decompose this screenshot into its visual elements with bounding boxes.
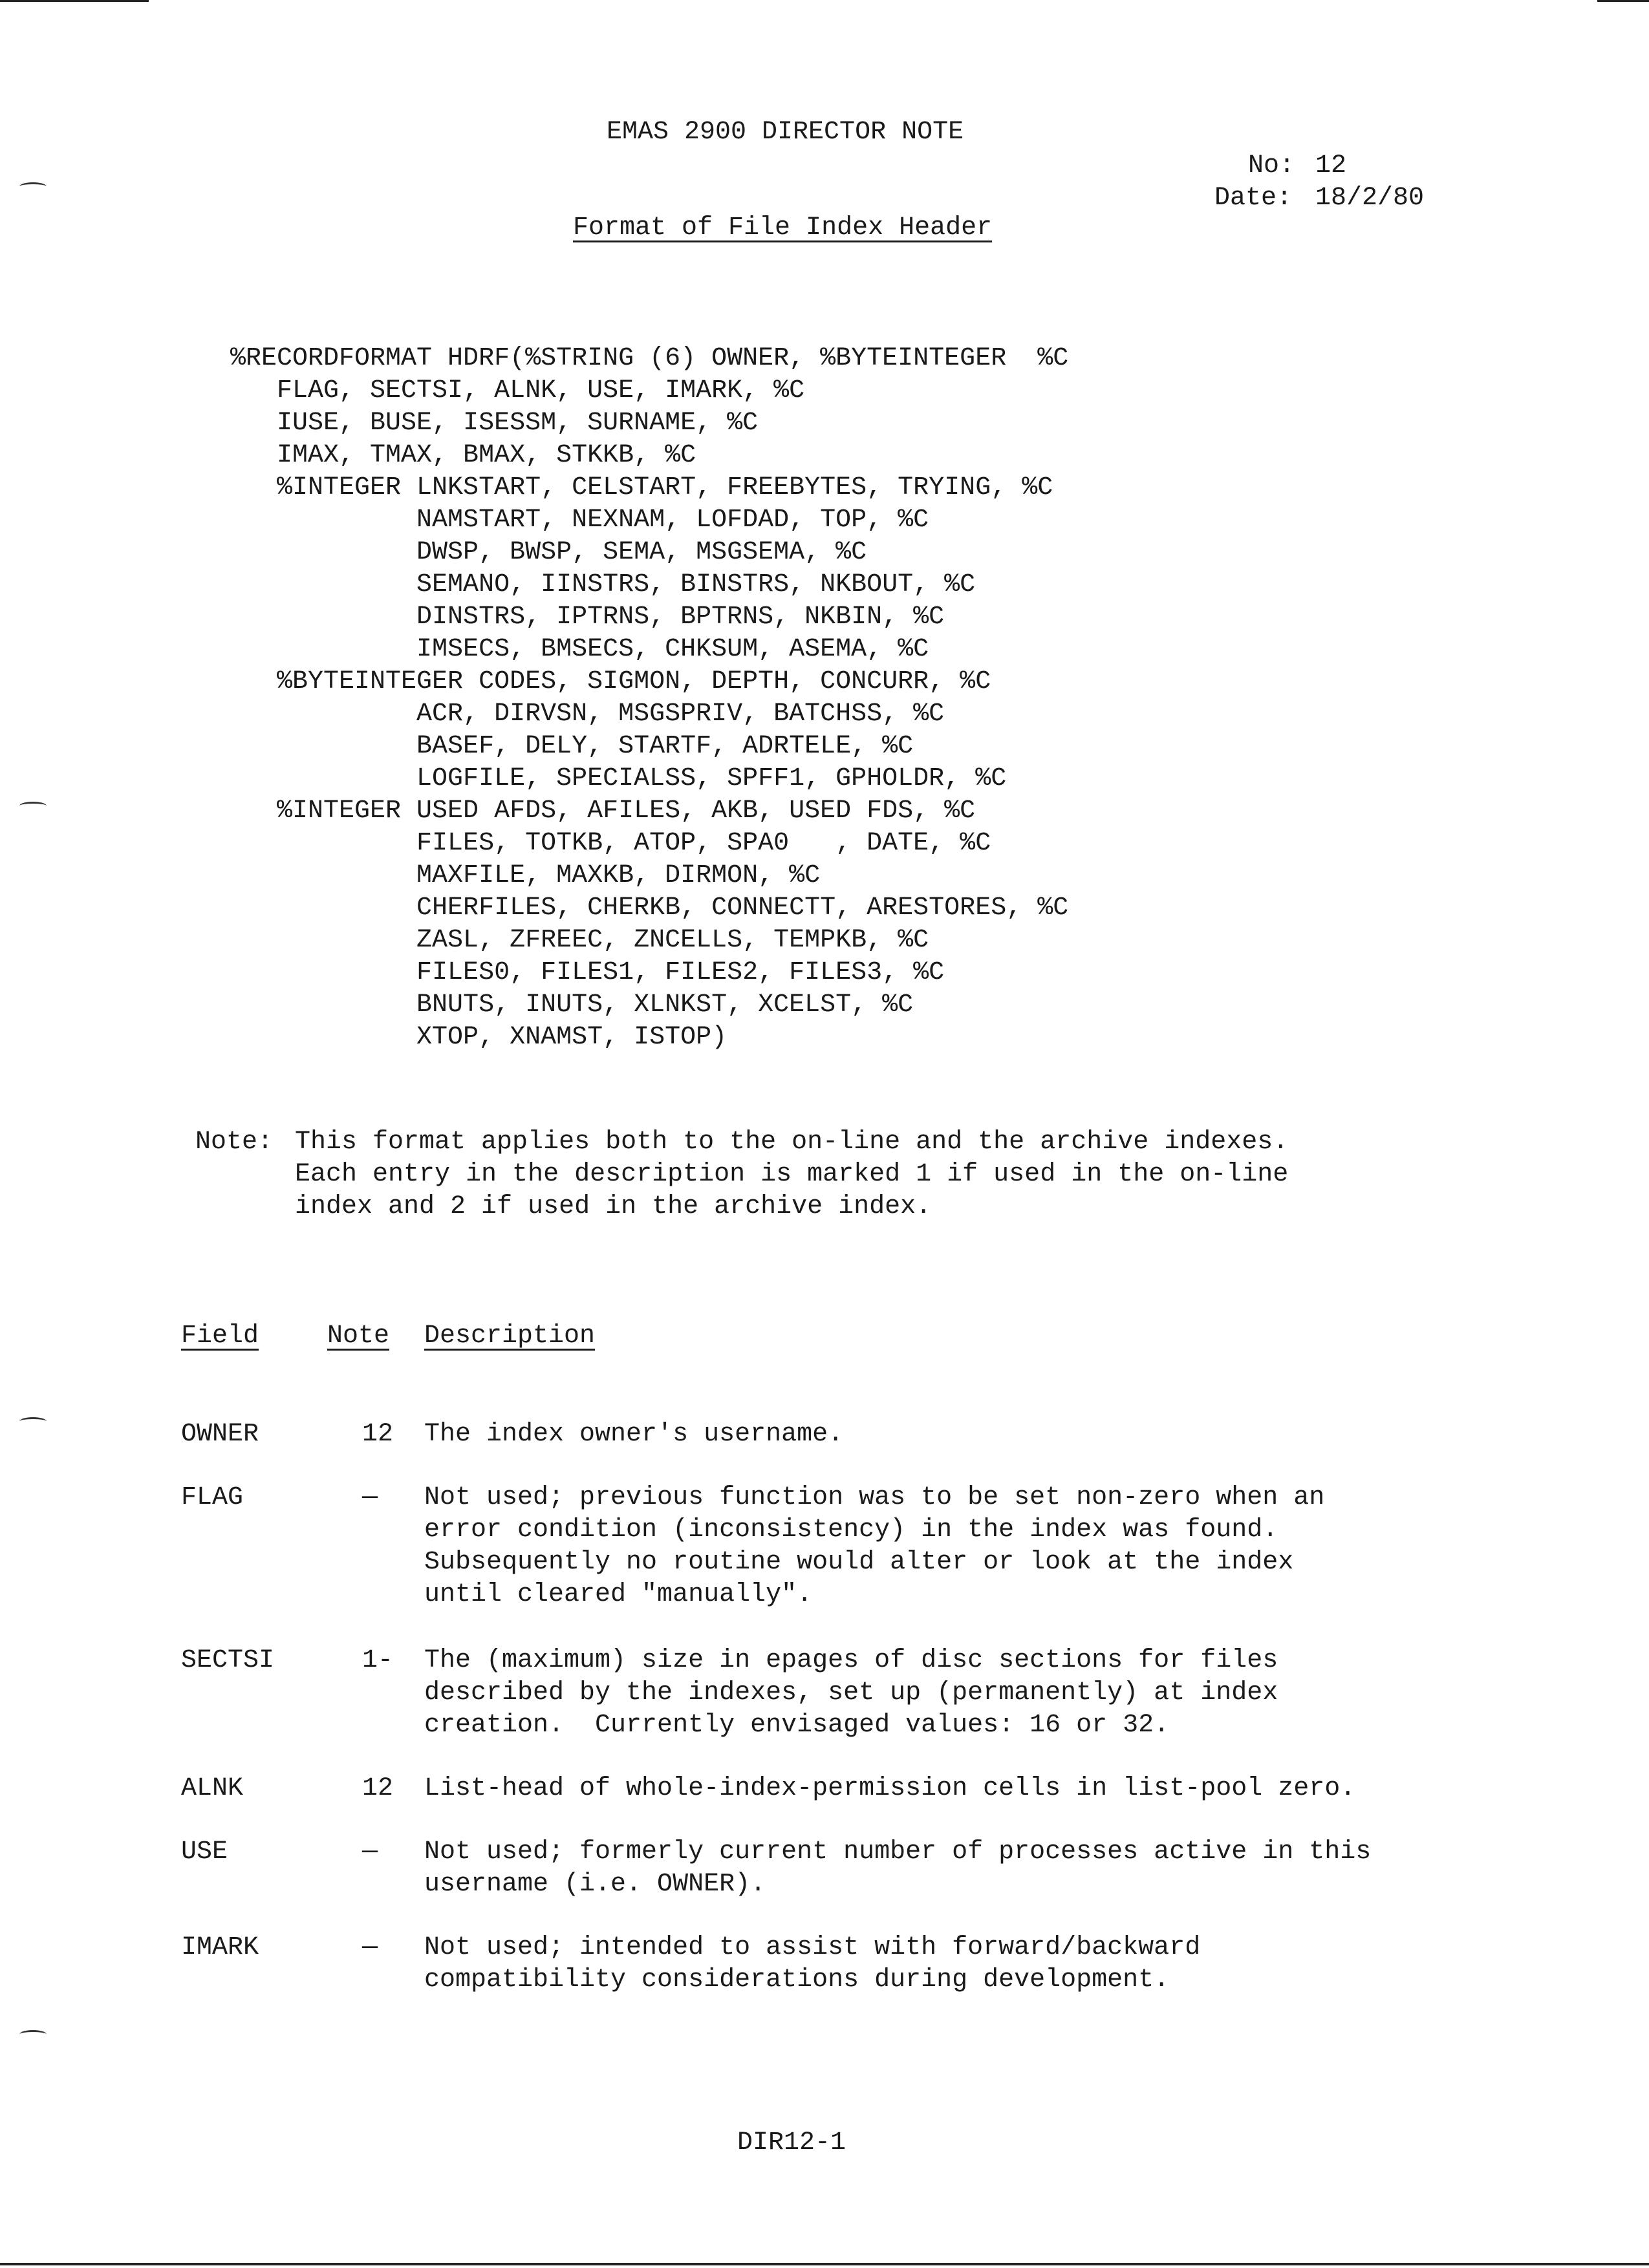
date-label: Date: xyxy=(1214,184,1293,213)
code-line: SEMANO, IINSTRS, BINSTRS, NKBOUT, %C xyxy=(230,570,976,599)
code-line: %RECORDFORMAT HDRF(%STRING (6) OWNER, %BYTEINTEGER %C xyxy=(230,344,1069,373)
code-line: %BYTEINTEGER CODES, SIGMON, DEPTH, CONCURR, %C xyxy=(230,667,991,696)
margin-mark xyxy=(19,2030,47,2038)
code-line: %INTEGER USED AFDS, AFILES, AKB, USED FDS, %C xyxy=(230,797,976,826)
column-header-note: Note xyxy=(327,1321,390,1351)
top-right-rule xyxy=(1597,0,1649,2)
margin-mark xyxy=(19,182,47,191)
field-description: Not used; formerly current number of processes active in this username (i.e. OWNER). xyxy=(424,1837,1372,1899)
field-description: List-head of whole-index-permission cells in list-pool zero. xyxy=(424,1774,1356,1803)
margin-mark xyxy=(19,802,47,810)
note-number-label: No: xyxy=(1248,151,1295,180)
code-line: ZASL, ZFREEC, ZNCELLS, TEMPKB, %C xyxy=(230,926,929,955)
code-line: MAXFILE, MAXKB, DIRMON, %C xyxy=(230,861,821,890)
field-description: Not used; intended to assist with forward/backward compatibility considerations during development. xyxy=(424,1933,1201,1995)
field-note: — xyxy=(362,1933,378,1962)
document-title: EMAS 2900 DIRECTOR NOTE xyxy=(607,118,964,147)
code-line: BASEF, DELY, STARTF, ADRTELE, %C xyxy=(230,732,914,761)
note-line: Each entry in the description is marked 1 if used in the on-line xyxy=(295,1160,1289,1189)
code-line: FLAG, SECTSI, ALNK, USE, IMARK, %C xyxy=(230,376,805,405)
field-name: FLAG xyxy=(181,1483,244,1512)
top-left-rule xyxy=(0,0,149,2)
note-number-value: 12 xyxy=(1315,151,1347,180)
field-note: 1- xyxy=(362,1646,394,1675)
code-line: XTOP, XNAMST, ISTOP) xyxy=(230,1023,727,1052)
note-label: Note: xyxy=(195,1128,274,1157)
section-title: Format of File Index Header xyxy=(573,213,993,242)
field-note: 12 xyxy=(362,1420,394,1449)
column-header-description: Description xyxy=(424,1321,596,1351)
field-description: The (maximum) size in epages of disc sections for files described by the indexes, set up (permanently) at index creation. Currently envisaged values: 16 or 32. xyxy=(424,1646,1278,1740)
field-note: — xyxy=(362,1837,378,1867)
field-name: ALNK xyxy=(181,1774,244,1803)
field-name: IMARK xyxy=(181,1933,259,1962)
field-description: Not used; previous function was to be set non-zero when an error condition (inconsistency) in the index was found. Subsequently no routine would alter or look at the index until cleared "manually". xyxy=(424,1483,1325,1609)
field-name: OWNER xyxy=(181,1420,259,1449)
margin-mark xyxy=(19,1417,47,1426)
code-line: BNUTS, INUTS, XLNKST, XCELST, %C xyxy=(230,990,914,1020)
code-line: NAMSTART, NEXNAM, LOFDAD, TOP, %C xyxy=(230,506,929,535)
code-line: IMSECS, BMSECS, CHKSUM, ASEMA, %C xyxy=(230,635,929,664)
code-line: LOGFILE, SPECIALSS, SPFF1, GPHOLDR, %C xyxy=(230,764,1007,793)
code-line: FILES, TOTKB, ATOP, SPA0 , DATE, %C xyxy=(230,829,991,858)
page-identifier: DIR12-1 xyxy=(737,2128,846,2157)
code-line: IMAX, TMAX, BMAX, STKKB, %C xyxy=(230,441,696,470)
code-line: ACR, DIRVSN, MSGSPRIV, BATCHSS, %C xyxy=(230,700,945,729)
field-name: SECTSI xyxy=(181,1646,275,1675)
code-line: %INTEGER LNKSTART, CELSTART, FREEBYTES, TRYING, %C xyxy=(230,473,1053,502)
note-line: index and 2 if used in the archive index. xyxy=(295,1192,932,1221)
field-note: 12 xyxy=(362,1774,394,1803)
bottom-rule xyxy=(0,2263,1649,2265)
field-description: The index owner's username. xyxy=(424,1420,844,1449)
column-header-field: Field xyxy=(181,1321,259,1351)
note-line: This format applies both to the on-line and the archive indexes. xyxy=(295,1128,1289,1157)
field-name: USE xyxy=(181,1837,228,1867)
field-note: — xyxy=(362,1483,378,1512)
code-line: CHERFILES, CHERKB, CONNECTT, ARESTORES, %C xyxy=(230,893,1069,923)
code-line: IUSE, BUSE, ISESSM, SURNAME, %C xyxy=(230,409,759,438)
code-line: DWSP, BWSP, SEMA, MSGSEMA, %C xyxy=(230,538,867,567)
date-value: 18/2/80 xyxy=(1315,184,1425,213)
code-line: DINSTRS, IPTRNS, BPTRNS, NKBIN, %C xyxy=(230,603,945,632)
code-line: FILES0, FILES1, FILES2, FILES3, %C xyxy=(230,958,945,987)
